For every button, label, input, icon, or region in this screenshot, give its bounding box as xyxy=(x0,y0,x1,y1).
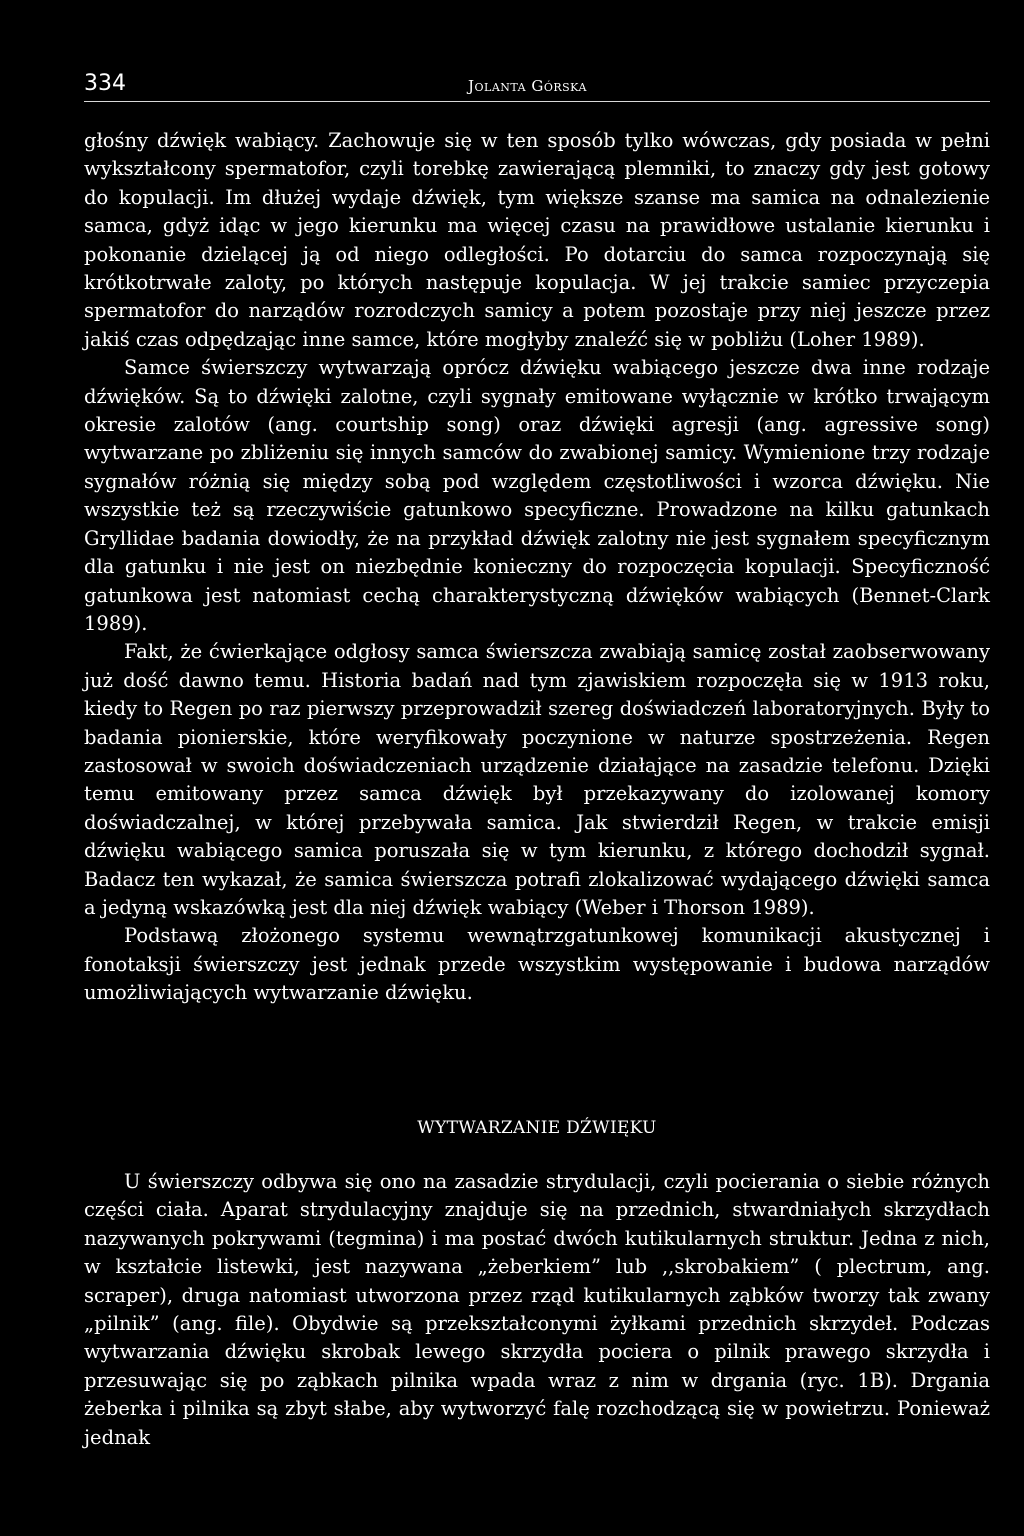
paragraph-2: Samce świerszczy wytwarzają oprócz dźwięku wabiącego jeszcze dwa inne rodzaje dźwięków. Są to dźwięki zalotne, czyli sygnały emitowane wyłącznie w krótko trwającym okresie zalotów (ang. courtship song) oraz dźwięki agresji (ang. agressive song) wytwarzane po zbliżeniu się innych samców do zwabionej samicy. Wymienione trzy rodzaje sygnałów różnią się między sobą pod względem częstotliwości i wzorca dźwięku. Nie wszystkie też są rzeczywiście gatunkowo specyficzne. Prowadzone na kilku gatunkach Gryllidae badania dowiodły, że na przykład dźwięk zalotny nie jest sygnałem specyficznym dla gatunku i nie jest on niezbędnie konieczny do rozpoczęcia kopulacji. Specyficzność gatunkowa jest natomiast cechą charakterystyczną dźwięków wabiących (Bennet-Clark 1989). xyxy=(84,356,990,635)
section-text xyxy=(84,1168,990,1452)
running-author: Jolanta Górska xyxy=(468,77,587,95)
section-heading: WYTWARZANIE DŹWIĘKU xyxy=(417,1118,657,1138)
paragraph-1: głośny dźwięk wabiący. Zachowuje się w ten sposób tylko wówczas, gdy posiada w pełni wykształcony spermatofor, czyli torebkę zawierającą plemniki, to znaczy gdy jest gotowy do kopulacji. Im dłużej wydaje dźwięk, tym większe szanse ma samica na odnalezienie samca, gdyż idąc w jego kierunku ma więcej czasu na prawidłowe ustalanie kierunku i pokonanie dzielącej ją od niego odległości. Po dotarciu do samca rozpoczynają się krótkotrwałe zaloty, po których następuje kopulacja. W jej trakcie samiec przyczepia spermatofor do narządów rozrodczych samicy a potem pozostaje przy niej jeszcze przez jakiś czas odpędzając inne samce, które mogłyby znaleźć się w pobliżu (Loher 1989). xyxy=(84,129,990,351)
paragraph-3: Fakt, że ćwierkające odgłosy samca świerszcza zwabiają samicę został zaobserwowany już dość dawno temu. Historia badań nad tym zjawiskiem rozpoczęła się w 1913 roku, kiedy to Regen po raz pierwszy przeprowadził szereg doświadczeń laboratoryjnych. Były to badania pionierskie, które weryfikowały poczynione w naturze spostrzeżenia. Regen zastosował w swoich doświadczeniach urządzenie działające na zasadzie telefonu. Dzięki temu emitowany przez samca dźwięk był przekazywany do izolowanej komory doświadczalnej, w której przebywała samica. Jak stwierdził Regen, w trakcie emisji dźwięku wabiącego samica poruszała się w tym kierunku, z którego dochodził sygnał. Badacz ten wykazał, że samica świerszcza potrafi zlokalizować wydającego dźwięki samca a jedyną wskazówką jest dla niej dźwięk wabiący (Weber i Thorson 1989). xyxy=(84,640,990,919)
running-header xyxy=(84,71,990,101)
paragraph-4: Podstawą złożonego systemu wewnątrzgatunkowej komunikacji akustycznej i fonotaksji świerszczy jest jednak przede wszystkim występowanie i budowa narządów umożliwiających wytwarzanie dźwięku. xyxy=(84,924,990,1005)
body-text xyxy=(84,127,990,1008)
header-rule xyxy=(84,101,990,102)
page-number: 334 xyxy=(84,71,126,96)
section-paragraph: U świerszczy odbywa się ono na zasadzie strydulacji, czyli pocierania o siebie różnych części ciała. Aparat strydulacyjny znajduje się na przednich, stwardniałych skrzydłach nazywanych pokrywami (tegmina) i ma postać dwóch kutikularnych struktur. Jedna z nich, w kształcie listewki, jest nazywana „żeberkiem” lub ,,skrobakiem” ( plectrum, ang. scraper), druga natomiast utworzona przez rząd kutikularnych ząbków tworzy tak zwany „pilnik” (ang. file). Obydwie są przekształconymi żyłkami przednich skrzydeł. Podczas wytwarzania dźwięku skrobak lewego skrzydła pociera o pilnik prawego skrzydła i przesuwając się po ząbkach pilnika wpada wraz z nim w drgania (ryc. 1B). Drgania żeberka i pilnika są zbyt słabe, aby wytworzyć falę rozchodzącą się w powietrzu. Ponieważ jednak xyxy=(84,1170,990,1449)
